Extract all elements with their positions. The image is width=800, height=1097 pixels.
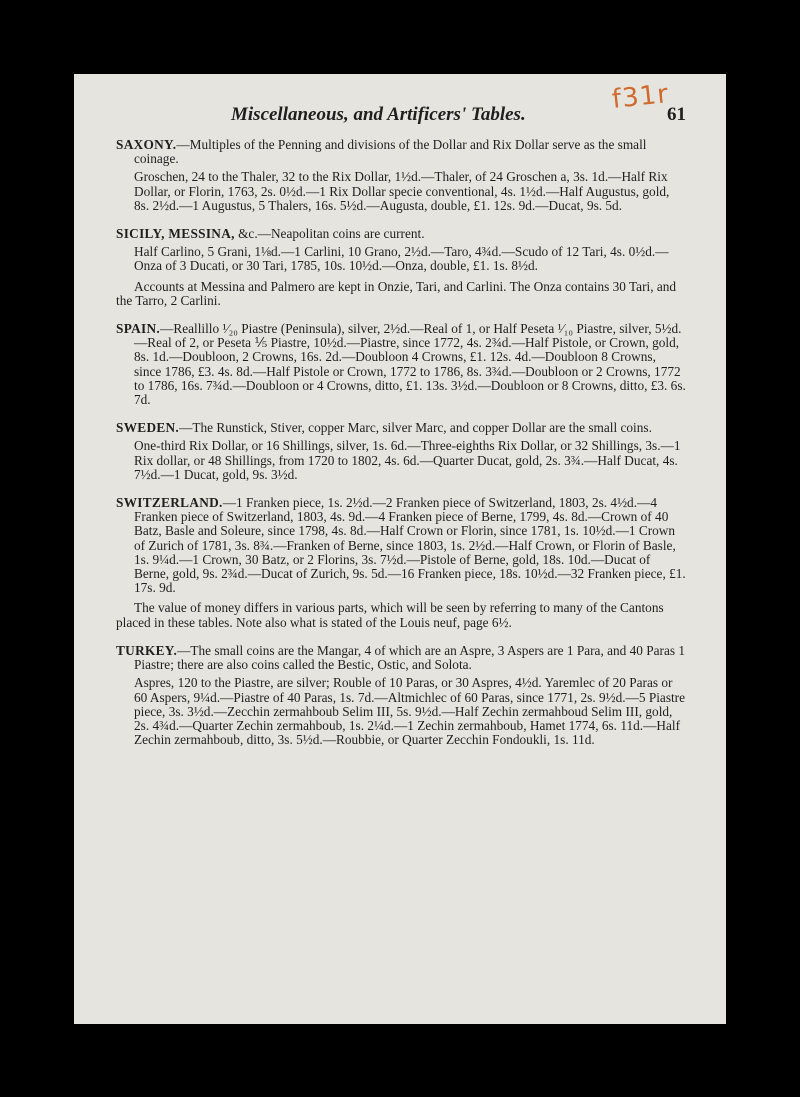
entry-paragraph: Groschen, 24 to the Thaler, 32 to the Rix Dollar, 1½d.—Thaler, of 24 Groschen a, 3s. 1d.—Half Rix Dollar, or Florin, 1763, 2s. 0½d.—1 Rix Dollar specie conventional, 4s. 1½d.—Half Augustus, gold, 8s. 2½d.—1 Augustus, 5 Thalers, 16s. 5½d.—Augusta, double, £1. 12s. 9d.—Ducat, 9s. 5d.	[134, 169, 670, 213]
entry-intro: —Multiples of the Penning and divisions of the Dollar and Rix Dollar serve as the small coinage.	[134, 137, 647, 167]
entry-head	[116, 322, 686, 407]
country-name: SAXONY.	[116, 137, 177, 152]
entry-switzerland	[116, 496, 686, 630]
entry-paragraph: One-third Rix Dollar, or 16 Shillings, silver, 1s. 6d.—Three-eighths Rix Dollar, or 32 Shillings, 3s.—1 Rix dollar, or 48 Shillings, from 1720 to 1802, 4s. 6d.—Quarter Ducat, gold, 2s. 3¾.—Half Ducat, 4s. 7½d.—1 Ducat, gold, 9s. 3½d.	[134, 438, 681, 482]
country-name: TURKEY.	[116, 642, 178, 658]
running-title: Miscellaneous, and Artificers' Tables.	[231, 104, 526, 125]
entry-intro: —The Runstick, Stiver, copper Marc, silver Marc, and copper Dollar are the small coins.	[179, 420, 652, 436]
entry-intro: —1 Franken piece, 1s. 2½d.—2 Franken piece of Switzerland, 1803, 2s. 4½d.—4 Franken piece of Switzerland, 1803, 4s. 9d.—4 Franken piece of Berne, 1799, 4s. 8d.—Crown of 40 Batz, Basle and Soleure, since 1798, 4s. 8d.—Half Crown or Florin, since 1781, 1s. 10½d.—1 Crown of Zurich of 1781, 3s. 8¾.—Franken of Berne, since 1803, 1s. 2½d.—Half Crown, or Florin of Basle, 1s. 9¼d.—1 Crown, 30 Batz, or 2 Florins, 3s. 7½d.—Pistole of Berne, gold, 18s. 10d.—Ducat of Berne, gold, 9s. 2¾d.—Ducat of Zurich, 9s. 5d.—16 Franken piece, 18s. 10½d.—32 Franken piece, £1. 17s. 9d.	[134, 495, 686, 596]
entry-paragraph: Half Carlino, 5 Grani, 1⅛d.—1 Carlini, 10 Grano, 2½d.—Taro, 4¾d.—Scudo of 12 Tari, 4s. 0½d.—Onza of 3 Ducati, or 30 Tari, 1785, 10s. 10½d.—Onza, double, £1. 1s. 8½d.	[134, 244, 669, 274]
entry-head	[116, 421, 686, 435]
book-page	[74, 74, 726, 1024]
entry-head	[116, 644, 686, 672]
entry-head	[116, 227, 686, 241]
entry-head	[116, 138, 686, 166]
entry-note: Accounts at Messina and Palmero are kept in Onzie, Tari, and Carlini. The Onza contains 30 Tari, and the Tarro, 2 Carlini.	[116, 278, 677, 308]
country-name: SWEDEN.	[116, 420, 180, 436]
entry-intro: —The small coins are the Mangar, 4 of which are an Aspre, 3 Aspers are 1 Para, and 40 Paras 1 Piastre; there are also coins called the Bestic, Ostic, and Solota.	[134, 642, 686, 673]
country-name: SPAIN.	[116, 321, 161, 337]
entry-saxony	[116, 138, 686, 213]
entry-paragraph: Aspres, 120 to the Piastre, are silver; Rouble of 10 Paras, or 30 Aspres, 4½d. Yaremlec of 20 Paras or 60 Aspers, 9¼d.—Piastre of 40 Paras, 1s. 7d.—Altmichlec of 60 Paras, since 1771, 2s. 9½d.—5 Piastre piece, 3s. 3½d.—Zecchin zermahboub Selim III, 5s. 9½d.—Half Zechin zermahboud Selim III, gold, 2s. 4¾d.—Quarter Zechin zermahboub, 1s. 2¼d.—1 Zechin zermahboub, Hamet 1774, 6s. 11d.—Half Zechin zermahboub, ditto, 3s. 5½d.—Roubbie, or Quarter Zecchin Fondoukli, 1s. 11d.	[134, 675, 686, 748]
entry-note: The value of money differs in various parts, which will be seen by referring to many of the Cantons placed in these tables. Note also what is stated of the Louis neuf, page 6½.	[116, 600, 664, 630]
handwritten-annotation: f31r	[610, 79, 671, 115]
country-name: SICILY, MESSINA,	[116, 226, 235, 242]
entry-sicily	[116, 227, 686, 308]
entry-intro: —Reallillo ¹⁄₂₀ Piastre (Peninsula), silver, 2½d.—Real of 1, or Half Peseta ¹⁄₁₀ Piastre, silver, 5½d.—Real of 2, or Peseta ⅕ Piastre, 10½d.—Piastre, since 1772, 4s. 2¾d.—Half Pistole, or Crown, gold, 8s. 1d.—Doubloon, 2 Crowns, 16s. 2d.—Doubloon 4 Crowns, £1. 12s. 4d.—Doubloon 8 Crowns, since 1786, £3. 4s. 8d.—Half Pistole or Crown, 1772 to 1786, 8s. 3¾d.—Doubloon or 2 Crowns, 1772 to 1786, 16s. 7¾d.—Doubloon or 4 Crowns, ditto, £1. 13s. 3½d.—Doubloon or 8 Crowns, ditto, £3. 6s. 7d.	[134, 321, 686, 408]
entry-head	[116, 496, 686, 595]
running-head	[116, 104, 686, 130]
country-name: SWITZERLAND.	[116, 495, 223, 511]
page-number: 61	[667, 104, 686, 125]
entry-sweden	[116, 421, 686, 482]
entry-turkey	[116, 644, 686, 747]
entry-intro: &c.—Neapolitan coins are current.	[234, 226, 425, 242]
entry-spain	[116, 322, 686, 407]
